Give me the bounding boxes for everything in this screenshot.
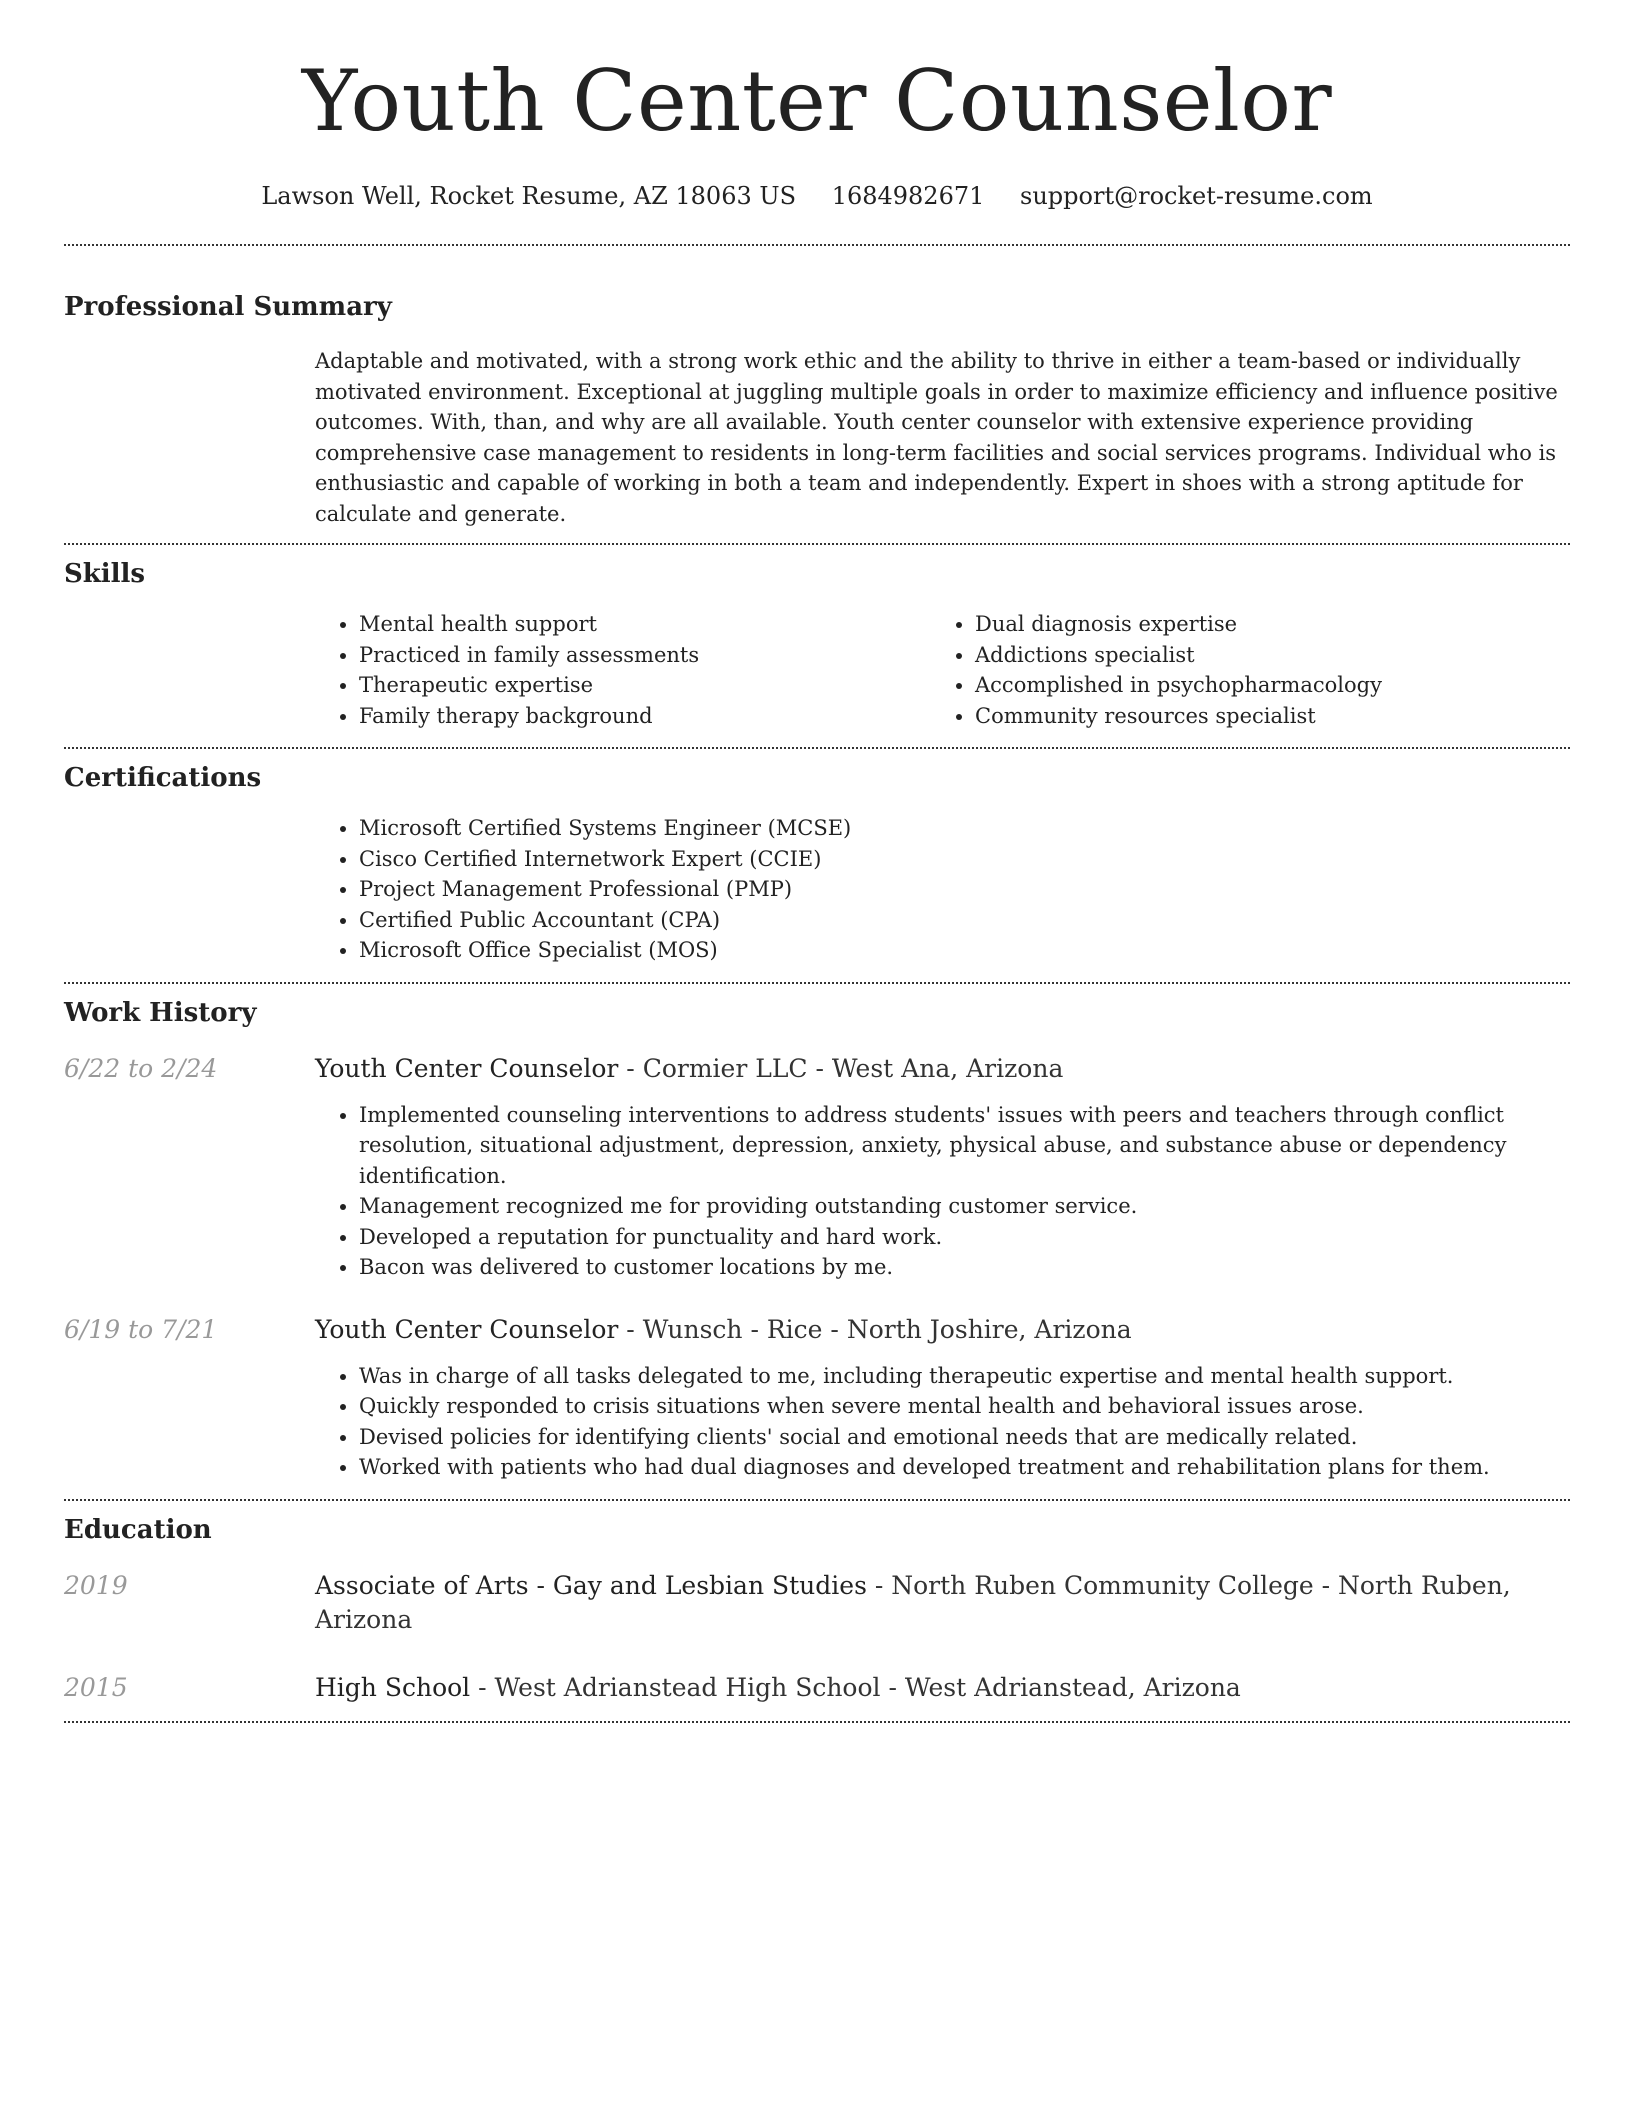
section-divider bbox=[64, 543, 1570, 545]
skill-item: • Practiced in family assessments bbox=[359, 640, 931, 671]
skill-item: • Therapeutic expertise bbox=[359, 670, 931, 701]
certifications-list bbox=[315, 813, 1570, 966]
certification-item: • Cisco Certified Internetwork Expert (CCIE) bbox=[359, 844, 1570, 875]
job-heading bbox=[315, 1313, 1570, 1347]
job-bullet: • Management recognized me for providing outstanding customer service. bbox=[359, 1191, 1570, 1222]
job-dates: 6/22 to 2/24 bbox=[64, 1053, 218, 1083]
job-bullet: • Bacon was delivered to customer locations by me. bbox=[359, 1252, 1570, 1283]
skills-title: Skills bbox=[64, 559, 146, 589]
certification-item: • Project Management Professional (PMP) bbox=[359, 874, 1570, 905]
job-body bbox=[315, 1313, 1570, 1483]
summary-title: Professional Summary bbox=[64, 292, 392, 322]
job-entry bbox=[64, 1052, 1570, 1283]
section-divider bbox=[64, 982, 1570, 984]
certifications-section bbox=[64, 761, 1570, 966]
skill-item: • Addictions specialist bbox=[975, 640, 1567, 671]
certification-item: • Microsoft Certified Systems Engineer (MCSE) bbox=[359, 813, 1570, 844]
certification-item: • Certified Public Accountant (CPA) bbox=[359, 905, 1570, 936]
job-employer: - Cormier LLC - West Ana, Arizona bbox=[618, 1053, 1064, 1083]
certifications-title: Certifications bbox=[64, 763, 262, 793]
education-school: - North Ruben Community College - North Ruben, Arizona bbox=[315, 1570, 1511, 1634]
section-divider bbox=[64, 747, 1570, 749]
job-bullet: • Implemented counseling interventions to address students' issues with peers and teachers through conflict resolution, situational adjustment, depression, anxiety, physical abuse, and substance abuse or dependency identification. bbox=[359, 1100, 1570, 1192]
education-degree: Associate of Arts - Gay and Lesbian Studies bbox=[315, 1570, 867, 1600]
education-year: 2019 bbox=[64, 1570, 128, 1600]
education-heading bbox=[315, 1671, 1570, 1705]
job-entry bbox=[64, 1313, 1570, 1483]
header-divider bbox=[64, 244, 1570, 246]
education-entry bbox=[64, 1671, 1570, 1705]
job-title: Youth Center Counselor bbox=[315, 1314, 619, 1344]
work-title: Work History bbox=[64, 997, 257, 1028]
education-degree: High School bbox=[315, 1672, 471, 1702]
resume-page bbox=[64, 0, 1570, 1723]
skills-section bbox=[64, 557, 1570, 731]
job-title: Youth Center Counselor bbox=[315, 1053, 619, 1083]
education-entry bbox=[64, 1569, 1570, 1637]
job-bullet: • Quickly responded to crisis situations when severe mental health and behavioral issues arose. bbox=[359, 1391, 1570, 1422]
education-year: 2015 bbox=[64, 1672, 128, 1702]
education-heading bbox=[315, 1569, 1570, 1637]
summary-text: Adaptable and motivated, with a strong work ethic and the ability to thrive in either a team-based or individually motivated environment. Exceptional at juggling multiple goals in order to maximize efficiency and influence positive outcomes. With, than, and why are all available. Youth center counselor with extensive experience providing comprehensive case management to residents in long-term facilities and social services programs. Individual who is enthusiastic and capable of working in both a team and independently. Expert in shoes with a strong aptitude for calculate and generate. bbox=[315, 349, 1558, 526]
education-title: Education bbox=[64, 1514, 212, 1545]
skill-item: • Mental health support bbox=[359, 609, 931, 640]
contact-address: Lawson Well, Rocket Resume, AZ 18063 US bbox=[261, 182, 797, 210]
job-dates: 6/19 to 7/21 bbox=[64, 1314, 218, 1344]
certification-item: • Microsoft Office Specialist (MOS) bbox=[359, 935, 1570, 966]
contact-line bbox=[64, 180, 1570, 212]
job-heading bbox=[315, 1052, 1570, 1086]
skills-list-right bbox=[931, 609, 1567, 731]
job-bullets bbox=[315, 1100, 1570, 1283]
skill-item: • Family therapy background bbox=[359, 701, 931, 732]
work-section bbox=[64, 996, 1570, 1483]
skill-item: • Accomplished in psychopharmacology bbox=[975, 670, 1567, 701]
contact-phone: 1684982671 bbox=[831, 182, 985, 210]
job-bullets bbox=[315, 1361, 1570, 1483]
section-divider bbox=[64, 1499, 1570, 1501]
skill-item: • Community resources specialist bbox=[975, 701, 1567, 732]
job-bullet: • Developed a reputation for punctuality and hard work. bbox=[359, 1222, 1570, 1253]
job-bullet: • Devised policies for identifying clients' social and emotional needs that are medically related. bbox=[359, 1422, 1570, 1453]
contact-email[interactable]: support@rocket-resume.com bbox=[1020, 182, 1373, 210]
skill-item: • Dual diagnosis expertise bbox=[975, 609, 1567, 640]
section-divider bbox=[64, 1721, 1570, 1723]
summary-section bbox=[64, 290, 1570, 529]
education-section bbox=[64, 1513, 1570, 1705]
skills-list-left bbox=[315, 609, 931, 731]
skills-grid bbox=[315, 609, 1570, 731]
job-bullet: • Was in charge of all tasks delegated to me, including therapeutic expertise and mental health support. bbox=[359, 1361, 1570, 1392]
education-school: - West Adrianstead High School - West Adrianstead, Arizona bbox=[470, 1672, 1241, 1702]
job-body bbox=[315, 1052, 1570, 1283]
job-bullet: • Worked with patients who had dual diagnoses and developed treatment and rehabilitation plans for them. bbox=[359, 1452, 1570, 1483]
candidate-name: Youth Center Counselor bbox=[301, 52, 1333, 150]
job-employer: - Wunsch - Rice - North Joshire, Arizona bbox=[618, 1314, 1132, 1344]
